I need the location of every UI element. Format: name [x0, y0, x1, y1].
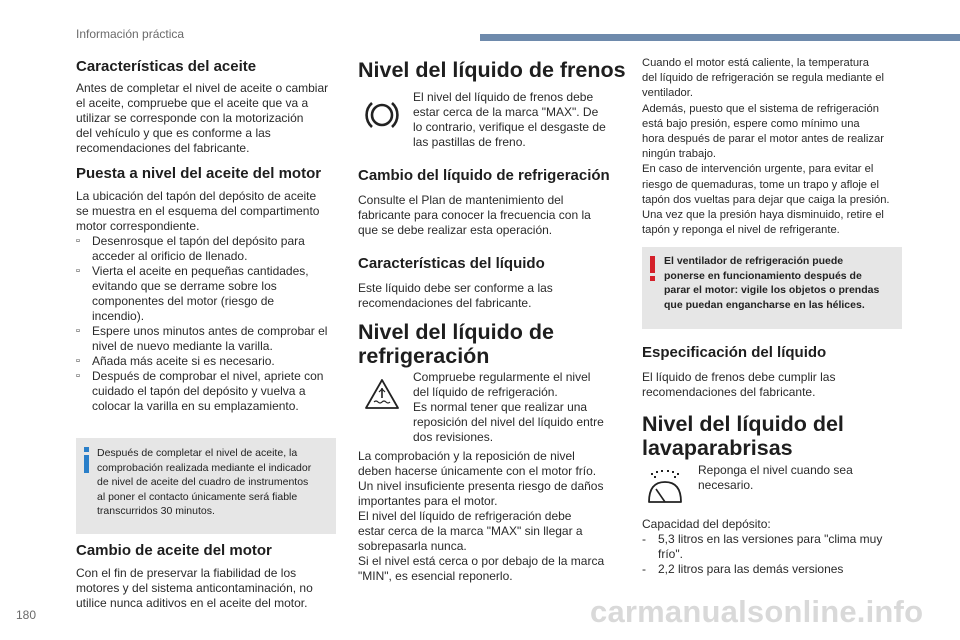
- coolant-change-title: Cambio del líquido de refrigeración: [358, 167, 610, 184]
- warning-box: El ventilador de refrigeración puede ponerse en funcionamiento después de parar el motor: vigile los objetos o prendas que puedan engancharse en las hélices.: [642, 247, 902, 329]
- header-title: Información práctica: [76, 27, 185, 41]
- bullet-item: ▫ Desenrosque el tapón del depósito para: [76, 234, 305, 248]
- washer-fluid-title: Nivel del líquido del lavaparabrisas: [642, 412, 844, 460]
- fluid-char-text: Este líquido debe ser conforme a las recomendaciones del fabricante.: [358, 281, 553, 310]
- brake-fluid-title: Nivel del líquido de frenos: [358, 58, 626, 82]
- header-accent-bar: [480, 34, 960, 41]
- coolant-level-title: Nivel del líquido de refrigeración: [358, 320, 554, 368]
- oil-char-title: Características del aceite: [76, 58, 257, 75]
- warning-exclamation-icon: [649, 256, 657, 282]
- info-icon: [82, 447, 92, 473]
- brake-fluid-text: El nivel del líquido de frenos debe estar cerca de la marca "MAX". De lo contrario, verifique el desgaste de las pastillas de freno.: [413, 90, 606, 149]
- fluid-char-title: Características del líquido: [358, 255, 545, 272]
- brake-warning-icon: [364, 97, 400, 133]
- coolant-level-text: La comprobación y la reposición de nivel deben hacerse únicamente con el motor frío. Un nivel insuficiente presenta riesgo de daños importantes para el motor. El nivel del líquido de refrigeración debe estar cerca de la marca "MAX" sin llegar a sobrepasarla nunca. Si el nivel está cerca o por debajo de la marca "MIN", es esencial reponerlo.: [358, 449, 605, 583]
- watermark: carmanualsonline.info: [590, 594, 924, 629]
- info-box: Después de completar el nivel de aceite, la comprobación realizada mediante el indicador de nivel de aceite del cuadro de instrumentos al poner el contacto únicamente será fiable transcurridos 30 minutos.: [76, 438, 336, 534]
- page-number: 180: [16, 608, 37, 622]
- bullet-item: ▫ Vierta el aceite en pequeñas cantidades,: [76, 264, 309, 278]
- oil-char-text: Antes de completar el nivel de aceite o cambiar el aceite, compruebe que el aceite que va a utilizar se corresponde con la motorización del vehículo y que es conforme a las recomendaciones del fabricante.: [76, 81, 329, 155]
- oil-level-title: Puesta a nivel del aceite del motor: [76, 165, 322, 182]
- oil-change-text: Con el fin de preservar la fiabilidad de los motores y del sistema anticontaminación, no utilice nunca aditivos en el aceite del motor.: [76, 566, 313, 610]
- bullet-item: ▫ Espere unos minutos antes de comprobar el: [76, 324, 328, 338]
- coolant-warning-icon: [364, 378, 400, 410]
- fluid-spec-text: El líquido de frenos debe cumplir las recomendaciones del fabricante.: [642, 370, 836, 399]
- washer-icon-text: Reponga el nivel cuando sea necesario.: [698, 463, 853, 492]
- hot-engine-text: Cuando el motor está caliente, la temperatura del líquido de refrigeración se regula mediante el ventilador. Además, puesto que el sistema de refrigeración está bajo presión, espere como mínimo una hora después de parar el motor antes de realizar ningún trabajo. En caso de intervención urgente, para evitar el riesgo de quemaduras, tome un trapo y afloje el tapón dos vueltas para dejar que caiga la presión. Una vez que la presión haya disminuido, retire el tapón y reponga el nivel de refrigerante.: [642, 57, 890, 237]
- oil-change-title: Cambio de aceite del motor: [76, 542, 272, 559]
- bullet-item: ▫ Después de comprobar el nivel, apriete con: [76, 369, 324, 383]
- list-item: - 5,3 litros en las versiones para "clima muy: [642, 532, 883, 546]
- list-item: - 2,2 litros para las demás versiones: [642, 562, 844, 576]
- coolant-change-text: Consulte el Plan de mantenimiento del fabricante para conocer la frecuencia con la que se debe realizar esta operación.: [358, 193, 591, 237]
- bullet-item: ▫ Añada más aceite si es necesario.: [76, 354, 275, 368]
- windscreen-washer-icon: [646, 470, 684, 506]
- fluid-spec-title: Especificación del líquido: [642, 344, 827, 361]
- coolant-icon-text: Compruebe regularmente el nivel del líquido de refrigeración. Es normal tener que realizar una reposición del nivel del líquido entre dos revisiones.: [413, 370, 604, 444]
- oil-level-text: La ubicación del tapón del depósito de aceite se muestra en el esquema del compartimento motor correspondiente. ▫ Desenrosque el tapón del depósito para acceder al orificio de llenado. ▫ Vierta el aceite en pequeñas cantidades, evitando que se derrame sobre los componentes del motor (riesgo de incendio). ▫ Espere unos minutos antes de comprobar el nivel de nuevo mediante la varilla. ▫ Añada más aceite si es necesario. ▫ Después de comprobar el nivel, apriete con cuidado el tapón del depósito y vuelva a colocar la varilla en su emplazamiento.: [76, 189, 328, 413]
- washer-capacity-text: Capacidad del depósito: - 5,3 litros en las versiones para "clima muy frío". - 2,2 litros para las demás versiones: [642, 517, 883, 576]
